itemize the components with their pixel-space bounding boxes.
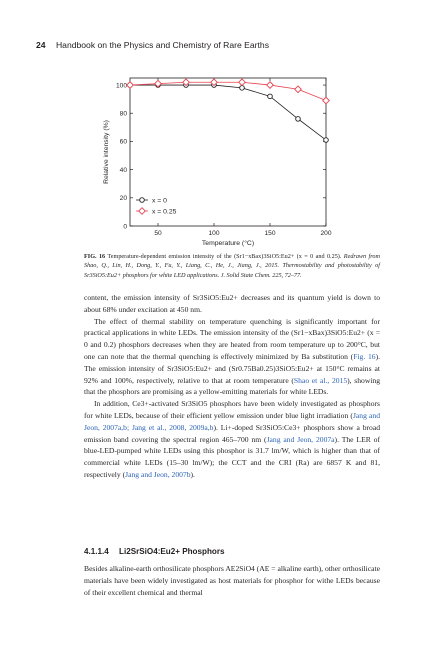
data-point-x0 <box>240 86 245 91</box>
x-tick-label: 100 <box>208 230 220 237</box>
figure-16-chart <box>0 0 432 250</box>
section-paragraph-1: Besides alkaline-earth orthosilicate phosphors AE2SiO4 (AE = alkaline earth), other orthosilicate materials have been widely investigated as host materials for phosphor for withe LEDs because of their excellent chemical and thermal <box>84 564 380 597</box>
paragraph-3-part-a: In addition, Ce3+-activated Sr3SiO5 phosphors have been widely investigated as phosphors for white LEDs, because of their efficient yellow emission under blue light irradiation ( <box>84 399 380 420</box>
y-tick-label: 0 <box>123 223 127 231</box>
body-text <box>84 292 380 481</box>
section-number: 4.1.1.4 <box>84 547 109 556</box>
link-shao-2015[interactable]: Shao et al., 2015 <box>293 375 348 385</box>
paragraph-2-part-a: The effect of thermal stability on temperature quenching is significantly important for practical applications in white LEDs. The emission intensity of the (Sr1−xBax)3SiO5:Eu2+ (x = 0 and 0.2) phosphors decreases when they are heated from room temperature up to 200°C, but one can note that the thermal quenching is effectively minimized by Ba substitution ( <box>84 316 380 361</box>
legend-marker-x025 <box>139 208 146 215</box>
book-title: Handbook on the Physics and Chemistry of Rare Earths <box>55 40 269 50</box>
series-line-x0 <box>130 85 326 140</box>
y-tick-label: 80 <box>119 110 127 118</box>
figure-caption <box>84 252 380 280</box>
data-point-x025 <box>323 97 330 104</box>
data-point-x0 <box>296 117 301 122</box>
x-axis-label: Temperature (°C) <box>201 240 255 247</box>
paragraph-2 <box>84 316 380 399</box>
link-jang-jeon-2007a[interactable]: Jang and Jeon, 2007a <box>266 434 335 444</box>
paragraph-2-part-c: ), showing that the phosphors are promising as a yellow-emitting materials for white LEDs. <box>84 375 381 397</box>
link-jang-jeon-refs[interactable]: Jang and Jeon, 2007a,b; Jang et al., 2008, 2009a,b <box>84 410 380 432</box>
data-point-x0 <box>324 138 329 143</box>
x-tick-label: 200 <box>320 230 332 237</box>
page-number: 24 <box>36 40 46 50</box>
data-point-x025 <box>295 86 302 93</box>
section-heading <box>84 547 225 556</box>
y-axis-label: Relative intensity (%) <box>103 120 110 184</box>
link-fig-16[interactable]: Fig. 16 <box>353 351 376 361</box>
paragraph-3 <box>84 398 380 481</box>
legend-marker-x0 <box>140 198 145 203</box>
section-body <box>84 563 380 598</box>
paragraph-1: content, the emission intensity of Sr3SiO5:Eu2+ decreases and its quantum yield is down to about 68% under excitation at 450 nm. <box>84 293 380 314</box>
caption-credit: Redrawn from Shao, Q., Lin, H., Dong, Y., Fu, Y., Liang, C., He, J., Jiang, J., 2015. Thermostability and photostability of Sr3SiO5:Eu2+ phosphors for white LED applications. J. Solid State Chem. 225, 72–77. <box>84 253 380 279</box>
figure-label: FIG. 16 <box>84 253 106 260</box>
x-tick-label: 150 <box>264 230 276 237</box>
y-tick-label: 60 <box>119 138 127 146</box>
x-tick-label: 50 <box>154 230 162 237</box>
data-point-x0 <box>268 94 273 99</box>
legend-label-x0: x = 0 <box>152 197 167 205</box>
caption-text: Temperature-dependent emission intensity of the (Sr1−xBax)3SiO5:Eu2+ (x = 0 and 0.25). <box>107 253 342 260</box>
link-jang-jeon-2007b[interactable]: Jang and Jeon, 2007b <box>125 469 191 479</box>
y-tick-label: 100 <box>115 82 127 90</box>
paragraph-3-part-c: ). The LER of blue-LED-pumped white LEDs using this phosphor is 31.7 lm/W, which is higher than that of commercial white LEDs (15–30 lm/W); the CCT and the CRI (Ra) are 6857 K and 81, respectively ( <box>84 434 380 479</box>
data-point-x025 <box>267 82 274 89</box>
paragraph-2-part-b: ). The emission intensity of Sr3SiO5:Eu2+ and (Sr0.75Ba0.25)3SiO5:Eu2+ at 150°C remains at 92% and 100%, respectively, relative to that at room temperature ( <box>84 351 380 385</box>
y-tick-label: 40 <box>119 166 127 174</box>
paragraph-3-part-b: ). Li+-doped Sr3SiO5:Ce3+ phosphors show a broad emission band covering the spectral region 465–700 nm ( <box>84 422 381 444</box>
section-title: Li2SrSiO4:Eu2+ Phosphors <box>119 547 225 556</box>
legend-label-x025: x = 0.25 <box>152 208 177 216</box>
data-point-x025 <box>239 79 246 86</box>
y-tick-label: 20 <box>119 195 127 203</box>
data-point-x025 <box>127 82 134 89</box>
paragraph-3-part-d: ). <box>190 469 195 479</box>
